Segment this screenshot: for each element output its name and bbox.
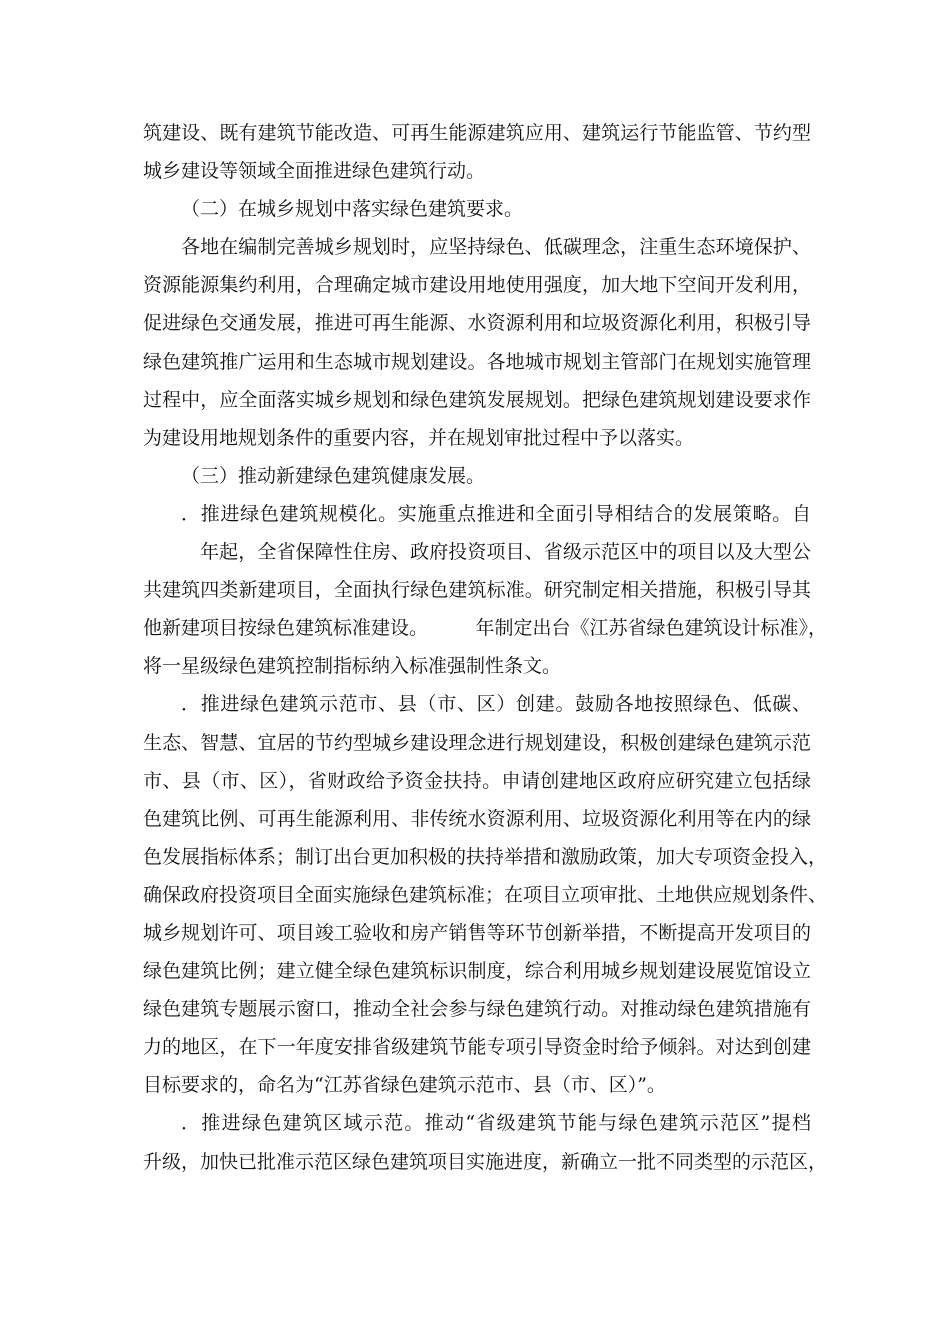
text-line: 城乡规划许可、项目竣工验收和房产销售等环节创新举措，不断提高开发项目的	[143, 921, 811, 944]
text-line: ．推进绿色建筑示范市、县（市、区）创建。鼓励各地按照绿色、低碳、	[181, 693, 811, 716]
text-line: ．推进绿色建筑区域示范。推动“省级建筑节能与绿色建筑示范区”提档	[181, 1112, 811, 1135]
text-line: 资源能源集约利用，合理确定城市建设用地使用强度，加大地下空间开发利用，	[143, 274, 811, 297]
text-line: 各地在编制完善城乡规划时，应坚持绿色、低碳理念，注重生态环境保护、	[181, 236, 811, 259]
text-line: 生态、智慧、宜居的节约型城乡建设理念进行规划建设，积极创建绿色建筑示范	[143, 731, 811, 754]
text-line: 年起，全省保障性住房、政府投资项目、省级示范区中的项目以及大型公	[181, 541, 811, 564]
text-line: 绿色建筑推广运用和生态城市规划建设。各地城市规划主管部门在规划实施管理	[143, 350, 811, 373]
text-line: 绿色建筑专题展示窗口，推动全社会参与绿色建筑行动。对推动绿色建筑措施有	[143, 998, 811, 1021]
text-line: 色建筑比例、可再生能源利用、非传统水资源利用、垃圾资源化利用等在内的绿	[143, 807, 811, 830]
text-line: 共建筑四类新建项目，全面执行绿色建筑标准。研究制定相关措施，积极引导其	[143, 579, 811, 602]
text-line: 过程中，应全面落实城乡规划和绿色建筑发展规划。把绿色建筑规划建设要求作	[143, 388, 811, 411]
text-line: ．推进绿色建筑规模化。实施重点推进和全面引导相结合的发展策略。自	[181, 502, 811, 525]
text-line: 升级，加快已批准示范区绿色建筑项目实施进度，新确立一批不同类型的示范区，	[143, 1150, 828, 1173]
text-line: 市、县（市、区），省财政给予资金扶持。申请创建地区政府应研究建立包括绿	[143, 769, 811, 792]
text-line: （三）推动新建绿色建筑健康发展。	[181, 464, 486, 487]
text-line: 绿色建筑比例；建立健全绿色建筑标识制度，综合利用城乡规划建设展览馆设立	[143, 960, 811, 983]
text-line: 促进绿色交通发展，推进可再生能源、水资源利用和垃圾资源化利用，积极引导	[143, 312, 811, 335]
text-line: 力的地区，在下一年度安排省级建筑节能专项引导资金时给予倾斜。对达到创建	[143, 1036, 811, 1059]
text-line: 色发展指标体系；制订出台更加积极的扶持举措和激励政策，加大专项资金投入，	[143, 845, 828, 868]
text-line: （二）在城乡规划中落实绿色建筑要求。	[181, 198, 524, 221]
text-line: 为建设用地规划条件的重要内容，并在规划审批过程中予以落实。	[143, 426, 695, 449]
text-line: 城乡建设等领域全面推进绿色建筑行动。	[143, 160, 486, 183]
text-line: 确保政府投资项目全面实施绿色建筑标准；在项目立项审批、土地供应规划条件、	[143, 883, 828, 906]
document-body	[143, 114, 828, 1181]
text-line: 目标要求的，命名为“江苏省绿色建筑示范市、县（市、区）”。	[143, 1074, 666, 1097]
text-line: 筑建设、既有建筑节能改造、可再生能源建筑应用、建筑运行节能监管、节约型	[143, 122, 811, 144]
text-line: 将一星级绿色建筑控制指标纳入标准强制性条文。	[143, 655, 562, 678]
text-line: 他新建项目按绿色建筑标准建设。 年制定出台《江苏省绿色建筑设计标准》，	[143, 617, 828, 640]
